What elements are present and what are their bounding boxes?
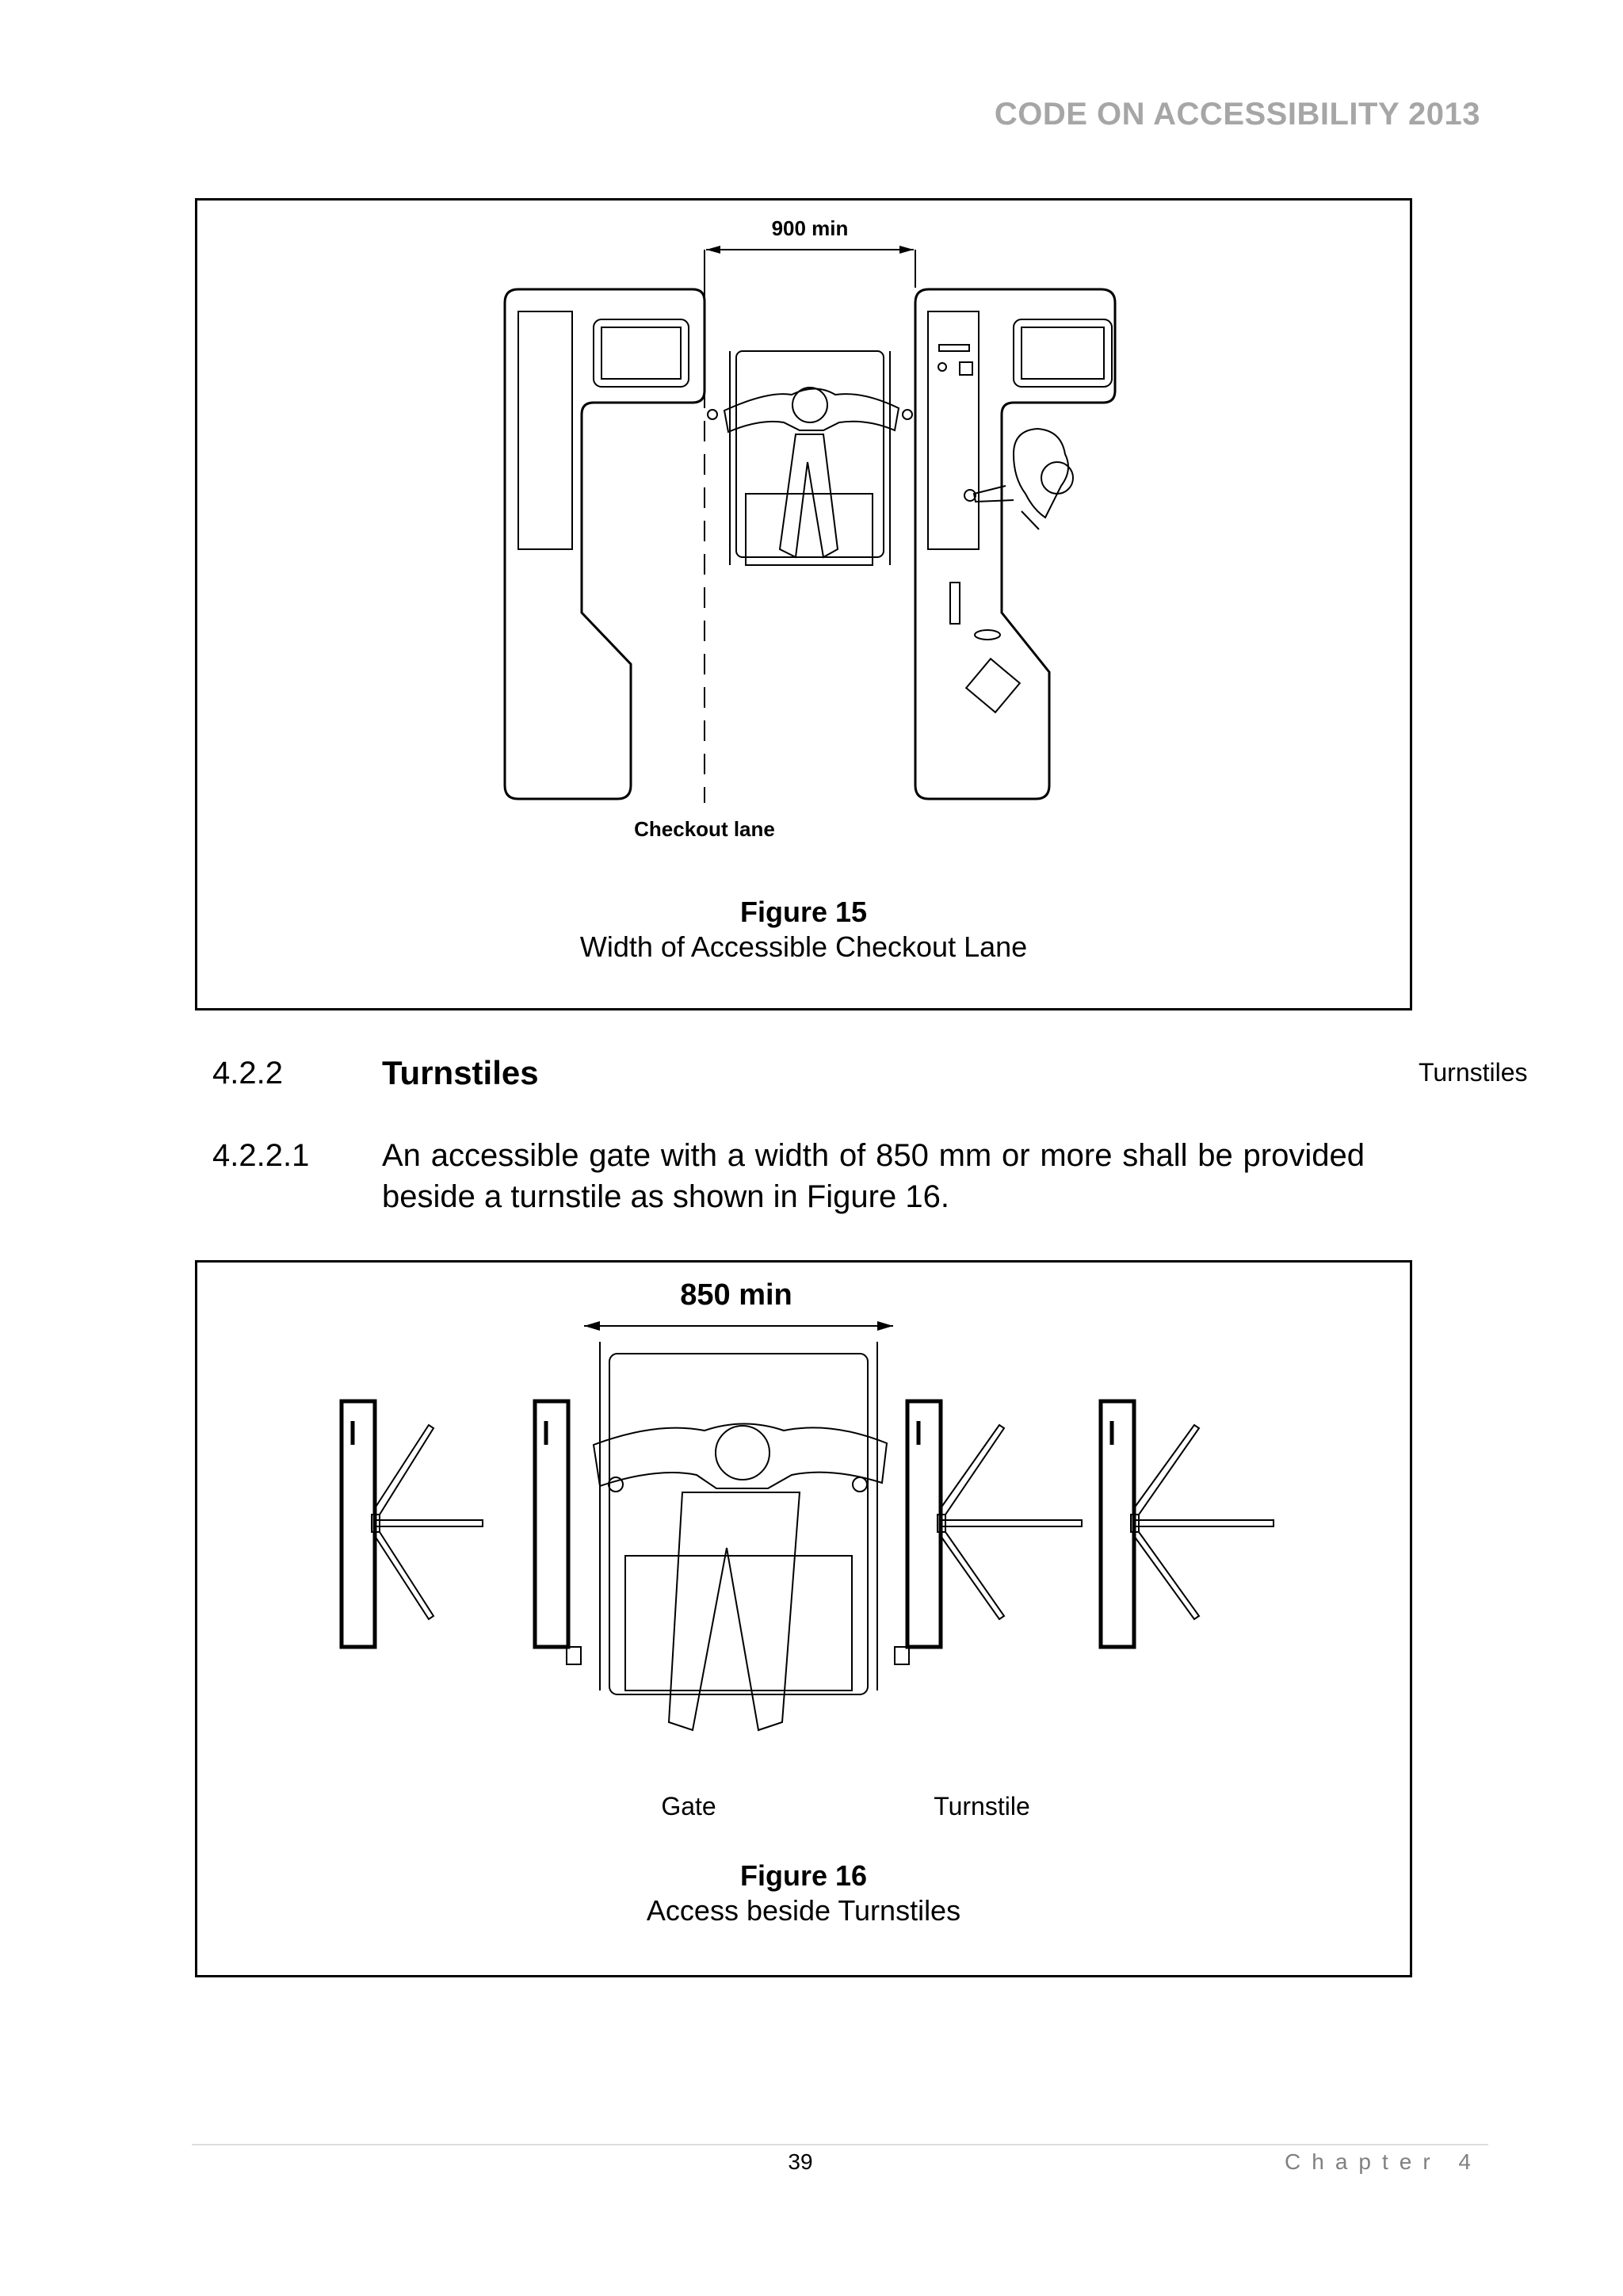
figure-15 (195, 198, 1412, 1010)
clause-number: 4.2.2.1 (212, 1138, 310, 1173)
margin-note: Turnstiles (1419, 1058, 1528, 1087)
chapter-label: Chapter 4 (1285, 2149, 1482, 2174)
footer-divider (192, 2144, 1488, 2145)
figure-15-number: Figure 15 (739, 896, 868, 928)
section-number: 4.2.2 (212, 1056, 283, 1091)
dimension-850-label: 850 min (680, 1278, 792, 1312)
figure-16 (195, 1260, 1412, 1977)
dimension-900-label: 900 min (771, 216, 849, 240)
clause-line-1: An accessible gate with a width of 850 mm or more shall be provided (382, 1138, 1365, 1173)
figure-15-title: Width of Accessible Checkout Lane (579, 930, 1028, 963)
document-header-title: CODE ON ACCESSIBILITY 2013 (994, 97, 1480, 132)
figure-16-caption (197, 1859, 1410, 1928)
figure-16-title: Access beside Turnstiles (646, 1894, 961, 1927)
clause-line-2: beside a turnstile as shown in Figure 16. (382, 1179, 949, 1214)
figure-16-number: Figure 16 (739, 1859, 868, 1892)
checkout-lane-label: Checkout lane (634, 817, 775, 841)
turnstile-label: Turnstile (934, 1792, 1030, 1820)
clause-paragraph (382, 1135, 1365, 1217)
gate-label: Gate (661, 1792, 716, 1820)
page-number: 39 (788, 2149, 813, 2174)
checkout-lane-drawing (197, 201, 1415, 1013)
figure-15-caption (197, 895, 1410, 965)
section-title: Turnstiles (382, 1054, 539, 1091)
